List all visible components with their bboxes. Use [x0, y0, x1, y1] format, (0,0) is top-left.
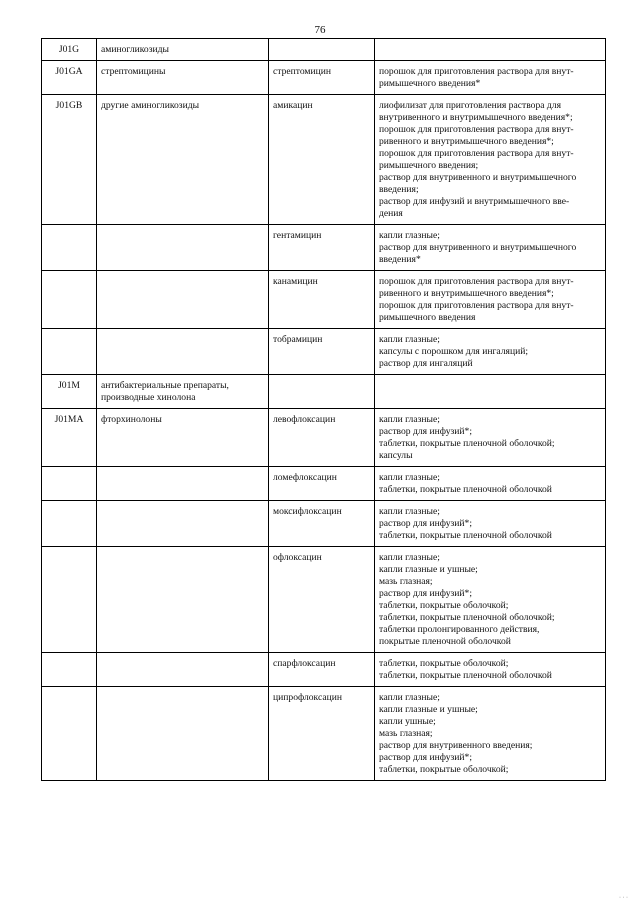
table-row — [42, 653, 606, 687]
drug-name-cell: гентамицин — [269, 225, 375, 271]
drug-name-cell: ломефлоксацин — [269, 467, 375, 501]
dosage-forms-cell — [375, 225, 606, 271]
atc-code-cell: J01MA — [42, 409, 97, 467]
group-cell — [97, 95, 269, 225]
group-line: аминогликозиды — [101, 44, 169, 55]
table-row — [42, 375, 606, 409]
table-row — [42, 271, 606, 329]
drug-name-cell: амикацин — [269, 95, 375, 225]
dosage-forms-cell — [375, 61, 606, 95]
dosage-form-line: раствор для инфузий*; — [379, 588, 473, 599]
dosage-form-line: капли глазные; — [379, 472, 440, 483]
table-row — [42, 409, 606, 467]
dosage-form-line: таблетки, покрытые оболочкой; — [379, 658, 509, 669]
drug-name-cell: стрептомицин — [269, 61, 375, 95]
dosage-forms-cell — [375, 409, 606, 467]
dosage-form-line: порошок для приготовления раствора для внут- — [379, 124, 574, 135]
group-cell — [97, 375, 269, 409]
dosage-form-line: раствор для инфузий*; — [379, 518, 473, 529]
dosage-form-line: капли глазные; — [379, 506, 440, 517]
dosage-form-line: капли глазные; — [379, 230, 440, 241]
atc-code-cell — [42, 467, 97, 501]
group-cell — [97, 39, 269, 61]
group-cell — [97, 61, 269, 95]
dosage-form-line: порошок для приготовления раствора для внут- — [379, 276, 574, 287]
table-row — [42, 225, 606, 271]
dosage-form-line: римышечного введения* — [379, 78, 481, 89]
group-cell — [97, 687, 269, 781]
group-cell — [97, 547, 269, 653]
drug-name-cell: тобрамицин — [269, 329, 375, 375]
dosage-form-line: мазь глазная; — [379, 728, 433, 739]
atc-code-cell — [42, 547, 97, 653]
dosage-form-line: римышечного введения; — [379, 160, 479, 171]
dosage-forms-cell — [375, 547, 606, 653]
drug-name-cell: ципрофлоксацин — [269, 687, 375, 781]
dosage-form-line: римышечного введения — [379, 312, 476, 323]
dosage-form-line: раствор для инфузий*; — [379, 752, 473, 763]
dosage-form-line: порошок для приготовления раствора для внут- — [379, 66, 574, 77]
page-number: 76 — [314, 24, 326, 36]
dosage-form-line: капли глазные; — [379, 414, 440, 425]
atc-code-cell: J01GA — [42, 61, 97, 95]
group-line: производные хинолона — [101, 392, 196, 403]
atc-code-cell: J01GB — [42, 95, 97, 225]
group-line: фторхинолоны — [101, 414, 162, 425]
dosage-form-line: таблетки, покрытые пленочной оболочкой; — [379, 612, 555, 623]
dosage-form-line: таблетки, покрытые оболочкой; — [379, 600, 509, 611]
table-row — [42, 467, 606, 501]
group-cell — [97, 225, 269, 271]
dosage-forms-cell — [375, 653, 606, 687]
dosage-form-line: порошок для приготовления раствора для внут- — [379, 148, 574, 159]
dosage-form-line: таблетки, покрытые оболочкой; — [379, 764, 509, 775]
atc-code-cell — [42, 329, 97, 375]
footer-mark: · · · — [619, 895, 628, 901]
dosage-forms-cell — [375, 375, 606, 409]
dosage-form-line: капли глазные; — [379, 692, 440, 703]
dosage-forms-cell — [375, 39, 606, 61]
drug-name-cell — [269, 39, 375, 61]
group-cell — [97, 409, 269, 467]
dosage-form-line: таблетки, покрытые пленочной оболочкой; — [379, 438, 555, 449]
dosage-forms-cell — [375, 501, 606, 547]
dosage-form-line: раствор для внутривенного и внутримышечного — [379, 172, 577, 183]
dosage-form-line: мазь глазная; — [379, 576, 433, 587]
dosage-form-line: порошок для приготовления раствора для внут- — [379, 300, 574, 311]
dosage-form-line: внутривенного и внутримышечного введения*; — [379, 112, 573, 123]
atc-code-cell — [42, 687, 97, 781]
dosage-form-line: введения* — [379, 254, 421, 265]
atc-code-cell: J01M — [42, 375, 97, 409]
group-line: антибактериальные препараты, — [101, 380, 229, 391]
dosage-form-line: капли ушные; — [379, 716, 436, 727]
drug-name-cell: левофлоксацин — [269, 409, 375, 467]
dosage-form-line: капли глазные и ушные; — [379, 704, 478, 715]
dosage-forms-cell — [375, 271, 606, 329]
group-line: стрептомицины — [101, 66, 166, 77]
dosage-form-line: раствор для внутривенного введения; — [379, 740, 533, 751]
dosage-form-line: таблетки пролонгированного действия, — [379, 624, 540, 635]
drug-name-cell: спарфлоксацин — [269, 653, 375, 687]
drug-name-cell — [269, 375, 375, 409]
dosage-form-line: таблетки, покрытые пленочной оболочкой — [379, 530, 552, 541]
dosage-form-line: ривенного и внутримышечного введения*; — [379, 288, 554, 299]
atc-code-cell: J01G — [42, 39, 97, 61]
dosage-form-line: введения; — [379, 184, 419, 195]
dosage-form-line: раствор для внутривенного и внутримышечного — [379, 242, 577, 253]
group-cell — [97, 329, 269, 375]
dosage-form-line: лиофилизат для приготовления раствора для — [379, 100, 561, 111]
drug-table — [41, 38, 606, 781]
atc-code-cell — [42, 653, 97, 687]
drug-name-cell: офлоксацин — [269, 547, 375, 653]
table-row — [42, 39, 606, 61]
dosage-form-line: таблетки, покрытые пленочной оболочкой — [379, 670, 552, 681]
dosage-forms-cell — [375, 687, 606, 781]
table-row — [42, 95, 606, 225]
drug-name-cell: моксифлоксацин — [269, 501, 375, 547]
dosage-form-line: капли глазные; — [379, 334, 440, 345]
dosage-form-line: таблетки, покрытые пленочной оболочкой — [379, 484, 552, 495]
table-row — [42, 501, 606, 547]
table-row — [42, 547, 606, 653]
atc-code-cell — [42, 225, 97, 271]
dosage-form-line: капсулы с порошком для ингаляций; — [379, 346, 529, 357]
group-cell — [97, 467, 269, 501]
dosage-forms-cell — [375, 467, 606, 501]
atc-code-cell — [42, 271, 97, 329]
dosage-form-line: капсулы — [379, 450, 413, 461]
dosage-form-line: раствор для ингаляций — [379, 358, 473, 369]
table-row — [42, 329, 606, 375]
group-line: другие аминогликозиды — [101, 100, 200, 111]
dosage-forms-cell — [375, 95, 606, 225]
table-row — [42, 687, 606, 781]
group-cell — [97, 653, 269, 687]
dosage-form-line: капли глазные и ушные; — [379, 564, 478, 575]
dosage-form-line: раствор для инфузий и внутримышечного вве- — [379, 196, 570, 207]
atc-code-cell — [42, 501, 97, 547]
dosage-form-line: раствор для инфузий*; — [379, 426, 473, 437]
group-cell — [97, 271, 269, 329]
dosage-form-line: покрытые пленочной оболочкой — [379, 636, 511, 647]
dosage-form-line: ривенного и внутримышечного введения*; — [379, 136, 554, 147]
dosage-form-line: капли глазные; — [379, 552, 440, 563]
table-row — [42, 61, 606, 95]
dosage-forms-cell — [375, 329, 606, 375]
group-cell — [97, 501, 269, 547]
dosage-form-line: дения — [379, 208, 403, 219]
drug-name-cell: канамицин — [269, 271, 375, 329]
